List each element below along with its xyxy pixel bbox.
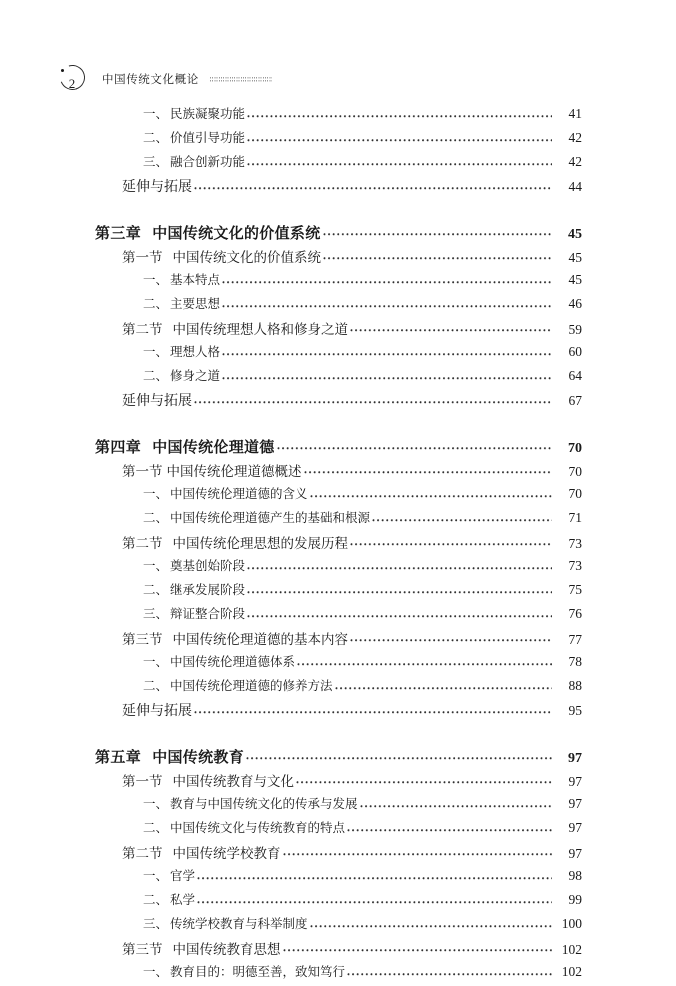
dot-leader [283, 944, 553, 956]
toc-entry-page-number: 44 [568, 179, 582, 194]
toc-entry-page-number: 46 [568, 296, 582, 311]
toc-entry-number: 第一节 [122, 250, 163, 265]
toc-entry-number: 一、 [143, 107, 169, 121]
toc-entry-number: 一、 [143, 965, 169, 979]
dot-leader [323, 252, 552, 264]
toc-entry-title: 中国传统伦理道德产生的基础和根源 [170, 511, 371, 525]
toc-entry-title: 基本特点 [170, 273, 221, 287]
toc-entry-page-number: 76 [568, 606, 582, 621]
toc-entry-label [143, 152, 245, 170]
dot-leader [194, 706, 552, 718]
toc-entry-page-number: 97 [568, 774, 582, 789]
dotted-rule-ornament-icon [210, 75, 272, 83]
toc-entry-item[interactable] [0, 508, 676, 532]
toc-entry-item[interactable] [0, 104, 676, 128]
toc-entry-page-number: 42 [568, 154, 582, 169]
toc-entry-item[interactable] [0, 152, 676, 176]
toc-entry-extra[interactable] [0, 390, 676, 414]
toc-entry-page-number: 59 [568, 322, 582, 337]
toc-entry-label [143, 962, 345, 980]
toc-entry-chapter[interactable] [0, 436, 676, 460]
toc-entry-page-number: 45 [568, 250, 582, 265]
toc-entry-item[interactable] [0, 604, 676, 628]
toc-entry-extra[interactable] [0, 700, 676, 724]
dot-leader [347, 824, 552, 836]
toc-entry-section[interactable] [0, 318, 676, 342]
toc-entry-title: 教育目的：明德至善，致知笃行 [170, 965, 346, 979]
toc-entry-page-number: 99 [568, 892, 582, 907]
toc-entry-label [143, 652, 295, 670]
dot-leader [222, 276, 552, 288]
toc-entry-title: 理想人格 [170, 345, 221, 359]
running-head [58, 60, 618, 98]
toc-entry-label [122, 938, 281, 958]
toc-entry-page-number: 102 [561, 964, 582, 979]
dot-leader [350, 324, 552, 336]
toc-entry-label [122, 246, 321, 266]
toc-entry-label [143, 294, 220, 312]
toc-entry-title: 民族凝聚功能 [170, 107, 246, 121]
toc-entry-page-number: 60 [568, 344, 582, 359]
dot-leader [283, 848, 553, 860]
toc-entry-number: 一、 [143, 559, 169, 573]
toc-entry-page-number: 45 [568, 227, 582, 242]
toc-entry-page-number: 78 [568, 654, 582, 669]
toc-entry-number: 三、 [143, 917, 169, 931]
toc-entry-page-number: 98 [568, 868, 582, 883]
toc-entry-label [122, 842, 281, 862]
toc-entry-chapter[interactable] [0, 746, 676, 770]
toc-entry-title: 传统学校教育与科举制度 [170, 917, 308, 931]
toc-entry-title: 延伸与拓展 [122, 180, 192, 195]
toc-entry-section[interactable] [0, 938, 676, 962]
toc-entry-title: 中国传统文化与传统教育的特点 [170, 821, 346, 835]
toc-entry-section[interactable] [0, 246, 676, 270]
toc-entry-title: 中国传统伦理道德的修养方法 [170, 679, 333, 693]
toc-entry-page-number: 88 [568, 678, 582, 693]
toc-entry-label [122, 770, 294, 790]
toc-entry-page-number: 70 [568, 464, 582, 479]
toc-entry-page-number: 102 [561, 942, 582, 957]
toc-entry-number: 一、 [143, 655, 169, 669]
toc-entry-number: 二、 [143, 369, 169, 383]
toc-entry-title: 修身之道 [170, 369, 221, 383]
toc-entry-section[interactable] [0, 770, 676, 794]
toc-entry-number: 第二节 [122, 846, 163, 861]
toc-entry-page-number: 97 [568, 846, 582, 861]
toc-entry-item[interactable] [0, 484, 676, 508]
dot-leader [197, 896, 552, 908]
toc-entry-section[interactable] [0, 842, 676, 866]
toc-entry-page-number: 95 [568, 703, 582, 718]
toc-entry-title: 中国传统教育思想 [172, 942, 281, 957]
toc-entry-label [95, 436, 275, 457]
toc-entry-label [143, 270, 220, 288]
toc-entry-item[interactable] [0, 818, 676, 842]
toc-entry-label [122, 460, 302, 480]
toc-entry-item[interactable] [0, 866, 676, 890]
toc-entry-label [143, 604, 245, 622]
dot-leader [304, 466, 553, 478]
folio-number: 2 [68, 75, 76, 91]
toc-entry-title: 中国传统理想人格和修身之道 [172, 322, 348, 337]
toc-entry-title: 中国传统伦理道德体系 [170, 655, 296, 669]
toc-entry-number: 二、 [143, 131, 169, 145]
toc-entry-number: 一、 [143, 487, 169, 501]
toc-entry-item[interactable] [0, 914, 676, 938]
toc-entry-label [143, 508, 370, 526]
toc-entry-page-number: 70 [568, 441, 582, 456]
toc-entry-label [122, 318, 348, 338]
toc-entry-title: 中国传统伦理思想的发展历程 [172, 536, 348, 551]
toc-entry-label [143, 128, 245, 146]
toc-entry-title: 中国传统伦理道德的基本内容 [172, 632, 348, 647]
toc-entry-chapter[interactable] [0, 222, 676, 246]
toc-entry-extra[interactable] [0, 176, 676, 200]
dot-leader [297, 658, 552, 670]
toc-entry-label [122, 532, 348, 552]
toc-entry-number: 第五章 [95, 750, 142, 766]
dot-leader [247, 586, 552, 598]
toc-entry-number: 二、 [143, 297, 169, 311]
toc-entry-title: 中国传统学校教育 [172, 846, 281, 861]
toc-entry-item[interactable] [0, 676, 676, 700]
toc-entry-number: 二、 [143, 679, 169, 693]
toc-entry-item[interactable] [0, 580, 676, 604]
dot-leader [247, 110, 552, 122]
toc-entry-title: 中国传统文化的价值系统 [172, 250, 321, 265]
toc-entry-page-number: 100 [561, 916, 582, 931]
toc-entry-number: 第二节 [122, 536, 163, 551]
toc-entry-page-number: 67 [568, 393, 582, 408]
toc-entry-number: 二、 [143, 821, 169, 835]
toc-entry-label [143, 366, 220, 384]
toc-entry-number: 二、 [143, 893, 169, 907]
toc-entry-title: 奠基创始阶段 [170, 559, 246, 573]
toc-entry-label [95, 222, 321, 243]
toc-entry-item[interactable] [0, 366, 676, 390]
toc-entry-item[interactable] [0, 294, 676, 318]
toc-entry-label [143, 580, 245, 598]
dot-leader [335, 682, 552, 694]
toc-entry-item[interactable] [0, 556, 676, 580]
dot-leader [347, 968, 552, 980]
toc-entry-title: 中国传统伦理道德概述 [166, 464, 302, 479]
toc-entry-title: 融合创新功能 [170, 155, 246, 169]
toc-entry-label [143, 866, 195, 884]
toc-entry-label [143, 914, 308, 932]
toc-entry-title: 辩证整合阶段 [170, 607, 246, 621]
toc-entry-label [143, 818, 345, 836]
toc-entry-item[interactable] [0, 270, 676, 294]
toc-entry-page-number: 73 [568, 558, 582, 573]
toc-entry-label [122, 628, 348, 648]
toc-entry-number: 一、 [143, 273, 169, 287]
toc-entry-item[interactable] [0, 128, 676, 152]
toc-entry-number: 第一节 [122, 464, 163, 479]
toc-entry-number: 一、 [143, 797, 169, 811]
toc-entry-title: 教育与中国传统文化的传承与发展 [170, 797, 358, 811]
toc-entry-label [143, 342, 220, 360]
toc-entry-title: 中国传统文化的价值系统 [152, 226, 321, 242]
dot-leader [277, 442, 552, 454]
toc-entry-title: 中国传统伦理道德的含义 [170, 487, 308, 501]
dot-leader [197, 872, 552, 884]
toc-entry-page-number: 75 [568, 582, 582, 597]
dot-leader [372, 514, 552, 526]
dot-leader [222, 300, 552, 312]
toc-entry-title: 延伸与拓展 [122, 394, 192, 409]
toc-entry-section[interactable] [0, 628, 676, 652]
toc-entry-item[interactable] [0, 794, 676, 818]
toc-entry-title: 主要思想 [170, 297, 221, 311]
dot-leader [222, 372, 552, 384]
toc-entry-page-number: 45 [568, 272, 582, 287]
dot-leader [247, 158, 552, 170]
table-of-contents [0, 104, 676, 986]
toc-entry-label [143, 104, 245, 122]
dot-leader [247, 134, 552, 146]
dot-leader [310, 920, 552, 932]
dot-leader [246, 752, 552, 764]
toc-entry-title: 继承发展阶段 [170, 583, 246, 597]
toc-entry-title: 中国传统教育 [152, 750, 245, 766]
toc-entry-label [143, 890, 195, 908]
toc-entry-number: 一、 [143, 869, 169, 883]
toc-entry-label [122, 390, 192, 410]
toc-entry-number: 第二节 [122, 322, 163, 337]
toc-entry-page-number: 64 [568, 368, 582, 383]
toc-entry-number: 第四章 [95, 440, 142, 456]
dot-leader [247, 610, 552, 622]
toc-entry-item[interactable] [0, 890, 676, 914]
running-title: 中国传统文化概论 [102, 74, 199, 86]
toc-entry-number: 第一节 [122, 774, 163, 789]
toc-entry-label [143, 556, 245, 574]
toc-entry-page-number: 73 [568, 536, 582, 551]
toc-entry-page-number: 97 [568, 796, 582, 811]
toc-entry-number: 一、 [143, 345, 169, 359]
toc-entry-section[interactable] [0, 460, 676, 484]
toc-entry-title: 延伸与拓展 [122, 704, 192, 719]
toc-entry-item[interactable] [0, 342, 676, 366]
toc-entry-label [143, 676, 333, 694]
toc-entry-number: 第三章 [95, 226, 142, 242]
toc-entry-number: 第三节 [122, 632, 163, 647]
dot-leader [296, 776, 552, 788]
dot-leader [194, 182, 552, 194]
toc-entry-label [122, 700, 192, 720]
toc-entry-label [95, 746, 244, 767]
dot-leader [323, 228, 552, 240]
toc-entry-title: 官学 [170, 869, 196, 883]
dot-leader [194, 396, 552, 408]
dot-leader [360, 800, 552, 812]
toc-entry-number: 二、 [143, 583, 169, 597]
toc-entry-section[interactable] [0, 532, 676, 556]
toc-entry-page-number: 77 [568, 632, 582, 647]
dot-leader [222, 348, 552, 360]
toc-entry-page-number: 71 [568, 510, 582, 525]
toc-entry-title: 中国传统教育与文化 [172, 774, 294, 789]
toc-entry-title: 私学 [170, 893, 196, 907]
toc-entry-page-number: 42 [568, 130, 582, 145]
toc-entry-page-number: 97 [568, 751, 582, 766]
toc-entry-item[interactable] [0, 962, 676, 986]
page-number-badge [58, 64, 88, 94]
toc-entry-label [143, 484, 308, 502]
dot-leader [247, 562, 552, 574]
toc-entry-item[interactable] [0, 652, 676, 676]
toc-entry-number: 第三节 [122, 942, 163, 957]
toc-entry-page-number: 70 [568, 486, 582, 501]
dot-leader [310, 490, 552, 502]
toc-entry-title: 价值引导功能 [170, 131, 246, 145]
toc-entry-number: 二、 [143, 511, 169, 525]
toc-entry-label [143, 794, 358, 812]
toc-entry-label [122, 176, 192, 196]
dot-leader [350, 538, 552, 550]
toc-entry-number: 三、 [143, 155, 169, 169]
toc-entry-page-number: 97 [568, 820, 582, 835]
toc-entry-page-number: 41 [568, 106, 582, 121]
toc-entry-title: 中国传统伦理道德 [152, 440, 275, 456]
toc-entry-number: 三、 [143, 607, 169, 621]
dot-leader [350, 634, 552, 646]
